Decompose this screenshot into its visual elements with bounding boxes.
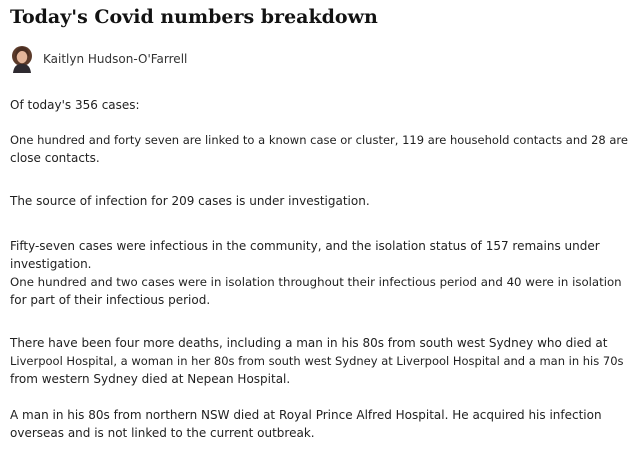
body-line: Liverpool Hospital, a woman in her 80s from south west Sydney at Liverpool Hospital and a man in his 70s — [10, 354, 624, 368]
body-line: overseas and is not linked to the current outbreak. — [10, 426, 315, 440]
body-line: from western Sydney died at Nepean Hospital. — [10, 372, 291, 386]
author-photo-icon[interactable] — [10, 45, 34, 73]
body-line: investigation. — [10, 257, 92, 271]
body-line: One hundred and two cases were in isolation throughout their infectious period and 40 were in isolation — [10, 275, 622, 289]
body-line: One hundred and forty seven are linked to a known case or cluster, 119 are household contacts and 28 are — [10, 133, 628, 147]
article-headline: Today's Covid numbers breakdown — [10, 6, 378, 28]
body-line: There have been four more deaths, including a man in his 80s from south west Sydney who died at — [10, 336, 608, 350]
body-line: The source of infection for 209 cases is under investigation. — [10, 194, 370, 208]
body-line: for part of their infectious period. — [10, 293, 211, 307]
body-line: Fifty-seven cases were infectious in the community, and the isolation status of 157 remains under — [10, 239, 600, 253]
author-name[interactable]: Kaitlyn Hudson-O'Farrell — [43, 52, 188, 66]
body-line: Of today's 356 cases: — [10, 98, 140, 112]
body-line: close contacts. — [10, 151, 100, 165]
body-line: A man in his 80s from northern NSW died at Royal Prince Alfred Hospital. He acquired his infection — [10, 408, 602, 422]
byline — [10, 44, 187, 74]
